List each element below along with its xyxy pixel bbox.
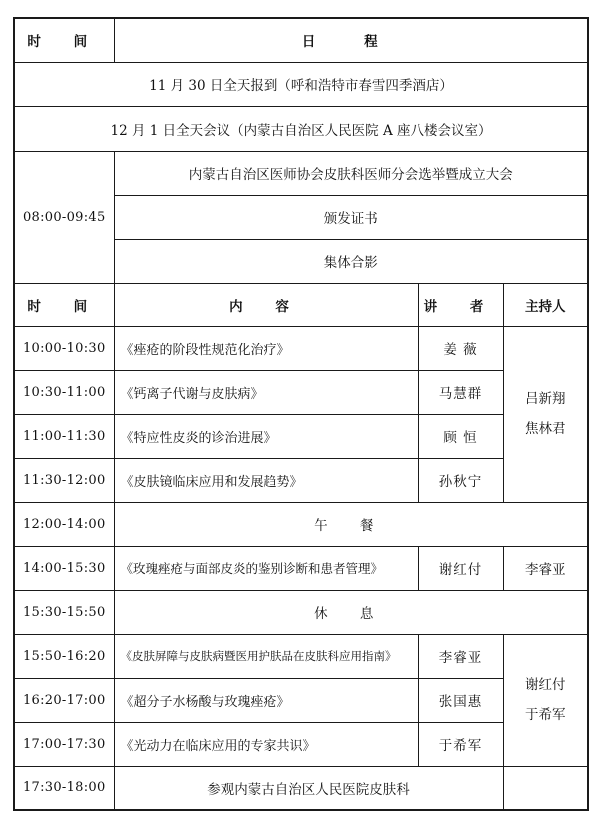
meeting-banner: 12 月 1 日全天会议（内蒙古自治区人民医院 A 座八楼会议室）	[14, 106, 588, 151]
talk-time: 10:30-11:00	[14, 370, 114, 414]
talk-title: 《钙离子代谢与皮肤病》	[114, 370, 418, 414]
lunch-row	[14, 502, 588, 546]
visit-row	[14, 766, 588, 810]
talk-speaker: 谢红付	[418, 546, 503, 590]
column-header-row	[14, 283, 588, 326]
host-name: 谢红付	[525, 677, 566, 693]
talk-speaker: 顾 恒	[418, 414, 503, 458]
column-time: 时 间	[14, 283, 114, 326]
header-row	[14, 18, 588, 62]
arrival-banner: 11 月 30 日全天报到（呼和浩特市春雪四季酒店）	[14, 62, 588, 106]
talk-title: 《痤疮的阶段性规范化治疗》	[114, 326, 418, 370]
host-name: 焦林君	[525, 421, 566, 437]
visit-label: 参观内蒙古自治区人民医院皮肤科	[114, 766, 503, 810]
talk-title: 《特应性皮炎的诊治进展》	[114, 414, 418, 458]
visit-host-empty	[503, 766, 588, 810]
opening-time: 08:00-09:45	[14, 151, 114, 283]
lunch-label: 午 餐	[114, 502, 588, 546]
opening-item: 内蒙古自治区医师协会皮肤科医师分会选举暨成立大会	[114, 151, 588, 195]
talk-title: 《光动力在临床应用的专家共识》	[114, 722, 418, 766]
session1-hosts	[503, 326, 588, 502]
visit-time: 17:30-18:00	[14, 766, 114, 810]
talk-row	[14, 678, 588, 722]
talk-speaker: 张国惠	[418, 678, 503, 722]
header-time: 时 间	[14, 18, 114, 62]
session2-host: 李睿亚	[503, 546, 588, 590]
column-host: 主持人	[503, 283, 588, 326]
lunch-time: 12:00-14:00	[14, 502, 114, 546]
talk-row	[14, 414, 588, 458]
talk-row	[14, 370, 588, 414]
talk-speaker: 李睿亚	[418, 634, 503, 678]
talk-row	[14, 546, 588, 590]
break-row	[14, 590, 588, 634]
opening-row	[14, 151, 588, 195]
talk-time: 16:20-17:00	[14, 678, 114, 722]
schedule-table	[13, 17, 589, 811]
talk-time: 10:00-10:30	[14, 326, 114, 370]
talk-row	[14, 722, 588, 766]
talk-time: 14:00-15:30	[14, 546, 114, 590]
talk-title: 《玫瑰痤疮与面部皮炎的鉴别诊断和患者管理》	[114, 546, 418, 590]
talk-row	[14, 458, 588, 502]
header-schedule: 日 程	[114, 18, 588, 62]
break-label: 休 息	[114, 590, 588, 634]
meeting-row	[14, 106, 588, 151]
session3-hosts	[503, 634, 588, 766]
column-content: 内 容	[114, 283, 418, 326]
opening-item: 集体合影	[114, 239, 588, 283]
talk-speaker: 姜 薇	[418, 326, 503, 370]
host-name: 于希军	[525, 707, 566, 723]
talk-title: 《皮肤屏障与皮肤病暨医用护肤品在皮肤科应用指南》	[114, 634, 418, 678]
talk-time: 17:00-17:30	[14, 722, 114, 766]
talk-time: 11:00-11:30	[14, 414, 114, 458]
talk-row	[14, 326, 588, 370]
talk-speaker: 马慧群	[418, 370, 503, 414]
break-time: 15:30-15:50	[14, 590, 114, 634]
talk-time: 11:30-12:00	[14, 458, 114, 502]
host-name: 吕新翔	[525, 391, 566, 407]
arrival-row	[14, 62, 588, 106]
talk-title: 《超分子水杨酸与玫瑰痤疮》	[114, 678, 418, 722]
column-speaker: 讲 者	[418, 283, 503, 326]
talk-speaker: 孙秋宁	[418, 458, 503, 502]
talk-time: 15:50-16:20	[14, 634, 114, 678]
talk-speaker: 于希军	[418, 722, 503, 766]
talk-title: 《皮肤镜临床应用和发展趋势》	[114, 458, 418, 502]
opening-item: 颁发证书	[114, 195, 588, 239]
talk-row	[14, 634, 588, 678]
